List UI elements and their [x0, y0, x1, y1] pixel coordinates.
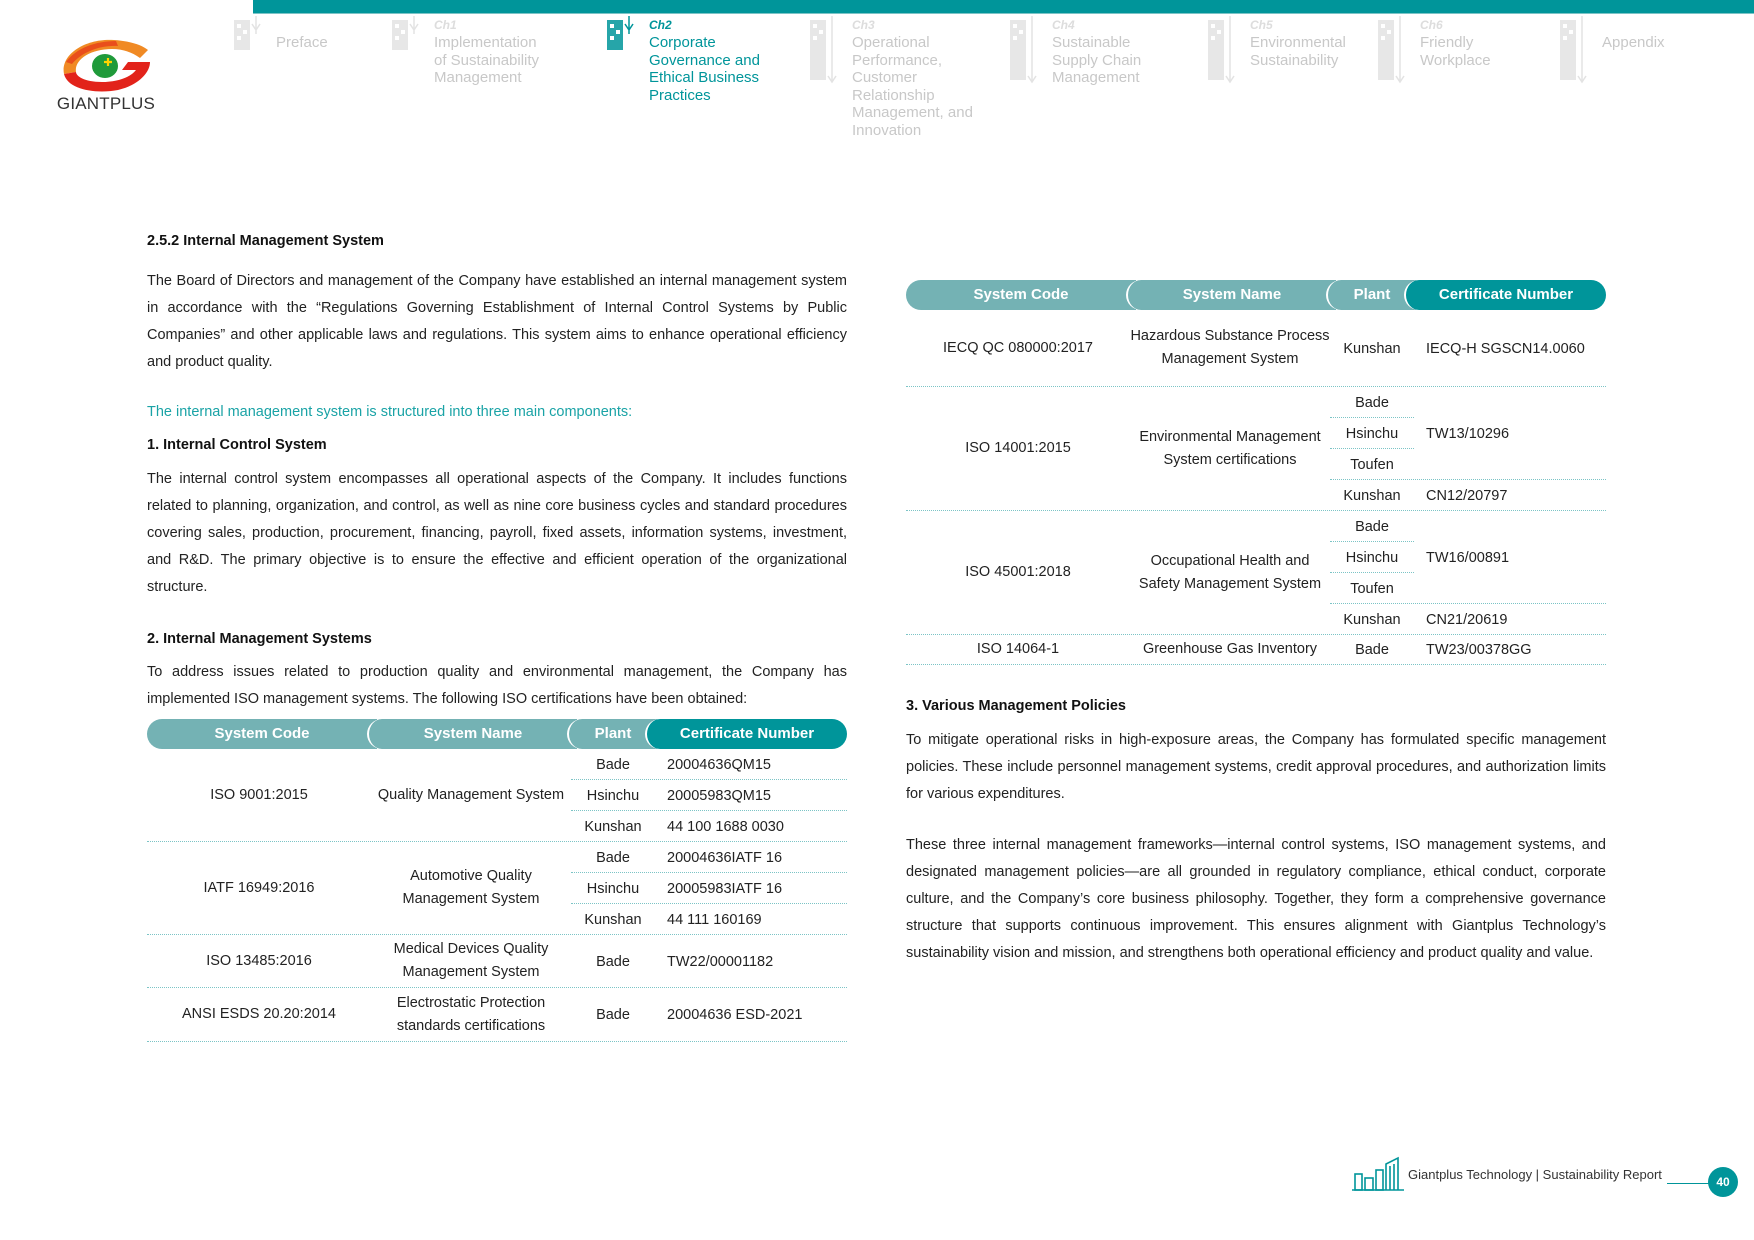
footer: [1350, 1156, 1740, 1192]
table-row-group: [906, 511, 1606, 635]
system-code-cell: ANSI ESDS 20.20:2014: [182, 1006, 336, 1022]
system-name-cell: Electrostatic Protection standards certifications: [396, 994, 546, 1034]
certificate-number-cell: 20004636IATF 16: [667, 849, 783, 866]
plant-row: [1330, 418, 1606, 449]
plant-cell: Bade: [596, 953, 630, 970]
header-system-name: System Name: [1126, 280, 1336, 310]
system-name-cell: Environmental Management System certifications: [1139, 428, 1321, 468]
certificate-number-cell: 20005983QM15: [667, 787, 771, 804]
internal-management-systems-paragraph: To address issues related to production quality and environmental management, the Company has implemented ISO management systems. The following ISO certifications have been obtained:: [147, 664, 847, 707]
system-name-cell: Medical Devices Quality Management System: [393, 941, 549, 980]
plant-row: [1330, 542, 1606, 573]
certificate-number-cell: TW23/00378GG: [1426, 642, 1532, 658]
plant-row: [571, 904, 847, 935]
table-row-group: [147, 988, 847, 1042]
top-accent-bar: [253, 0, 1754, 14]
section-title: [147, 233, 847, 249]
plant-cell: Toufen: [1350, 456, 1394, 473]
plant-cell: Bade: [596, 1007, 630, 1023]
building-chapter-icon: [1556, 16, 1616, 96]
chapter-nav: [0, 14, 1754, 144]
plant-row: [571, 842, 847, 873]
table-row-group: [147, 749, 847, 842]
nav-label: Friendly Workplace: [1420, 34, 1491, 69]
system-name-cell: Quality Management System: [377, 786, 565, 803]
plant-row: [1330, 511, 1606, 542]
plant-row: [1330, 449, 1606, 480]
nav-item-appendix[interactable]: [1596, 14, 1754, 144]
plant-row: [1330, 480, 1606, 511]
plant-row: [1330, 635, 1606, 665]
plant-row: [571, 988, 847, 1042]
certificate-number-cell: TW16/00891: [1426, 549, 1510, 566]
nav-chapter-number: Ch5: [1250, 18, 1273, 32]
table-body: [906, 310, 1606, 665]
plant-cell: Hsinchu: [1345, 549, 1399, 566]
internal-control-paragraph: The internal control system encompasses all operational aspects of the Company. It includes functions related to planning, organization, and control, as well as nine core business cycles and standard procedures covering sales, production, procurement, financing, payroll, fixed assets, information systems, investment, and R&D. The primary objective is to ensure the effective and efficient operation of the organizational structure.: [147, 471, 847, 595]
summary-paragraph: These three internal management frameworks—internal control systems, ISO management systems, and designated management policies—are all grounded in regulatory compliance, ethical conduct, corporate culture, and the Company’s core business philosophy. Together, they form a comprehensive governance structure that supports continuous improvement. This ensures alignment with Giantplus Technology’s sustainability vision and mission, and strengthens both operational efficiency and product quality and value.: [906, 837, 1606, 961]
certificate-number-cell: 20005983IATF 16: [667, 880, 783, 897]
table-header: [147, 719, 847, 749]
p4-block: [906, 832, 1606, 967]
table-row-group: [906, 310, 1606, 387]
plant-cell: Bade: [596, 756, 630, 773]
p3-block: [906, 727, 1606, 808]
system-code-cell: ISO 14064-1: [976, 641, 1060, 657]
intro-paragraph: The Board of Directors and management of the Company have established an internal management system in accordance with the “Regulations Governing Establishment of Internal Control Systems by Public Companies” and other applicable laws and regulations. This system aims to enhance operational efficiency and product quality.: [147, 273, 847, 370]
plant-row: [1330, 573, 1606, 604]
table-row-group: [906, 635, 1606, 665]
nav-item-implementation[interactable]: [428, 14, 588, 144]
nav-chapter-number: Ch2: [649, 18, 672, 32]
nav-chapter-number: Ch6: [1420, 18, 1443, 32]
certificate-number-cell: TW13/10296: [1426, 425, 1510, 442]
footer-divider: [1667, 1183, 1709, 1184]
management-policies-paragraph: To mitigate operational risks in high-exposure areas, the Company has formulated specific management policies. These include personnel management systems, credit approval procedures, and authorization limits for various expenditures.: [906, 732, 1606, 802]
page-number: 40: [1708, 1167, 1738, 1197]
certificate-number-cell: CN21/20619: [1426, 611, 1508, 628]
h2-block: [147, 631, 847, 647]
plant-cell: Bade: [1355, 518, 1389, 535]
nav-label: Corporate Governance and Ethical Business Practices: [649, 34, 760, 104]
table-header: [906, 280, 1606, 310]
management-policies-heading: 3. Various Management Policies: [906, 698, 1126, 714]
header-system-name: System Name: [367, 719, 577, 749]
header-certificate-number: Certificate Number: [645, 719, 847, 749]
plant-cell: Kunshan: [1343, 611, 1401, 628]
table-row-group: [906, 387, 1606, 511]
plant-cell: Hsinchu: [1345, 425, 1399, 442]
table-row-group: [147, 842, 847, 935]
nav-chapter-number: Ch4: [1052, 18, 1075, 32]
header-plant: Plant: [567, 719, 657, 749]
building-chapter-icon: [230, 16, 290, 96]
nav-label: Sustainable Supply Chain Management: [1052, 34, 1142, 86]
plant-cell: Bade: [596, 849, 630, 866]
plant-row: [1330, 387, 1606, 418]
certificate-number-cell: 44 100 1688 0030: [667, 818, 784, 835]
header-system-code: System Code: [906, 280, 1136, 310]
system-name-cell: Greenhouse Gas Inventory: [1142, 641, 1318, 657]
system-name-cell: Hazardous Substance Process Management System: [1130, 328, 1330, 367]
components-lead-block: [147, 404, 847, 420]
header-plant: Plant: [1326, 280, 1416, 310]
certificate-number-cell: CN12/20797: [1426, 487, 1508, 504]
plant-cell: Hsinchu: [586, 787, 640, 804]
nav-label: Operational Performance, Customer Relationship Management, and Innovation: [852, 34, 973, 139]
nav-item-operational[interactable]: [846, 14, 1006, 144]
iso-certifications-table-right: [906, 280, 1606, 665]
section-heading: 2.5.2 Internal Management System: [147, 233, 384, 249]
plant-cell: Kunshan: [584, 911, 642, 928]
nav-chapter-number: Ch1: [434, 18, 457, 32]
nav-item-sustainable[interactable]: [1046, 14, 1206, 144]
nav-label: Preface: [276, 34, 328, 51]
system-code-cell: ISO 13485:2016: [206, 952, 312, 969]
header-system-code: System Code: [147, 719, 377, 749]
intro-paragraph-block: [147, 268, 847, 376]
plant-row: [571, 749, 847, 780]
system-name-cell: Automotive Quality Management System: [402, 868, 540, 907]
header-certificate-number: Certificate Number: [1404, 280, 1606, 310]
nav-item-corporate[interactable]: [643, 14, 803, 144]
plant-cell: Hsinchu: [586, 880, 640, 897]
plant-row: [571, 873, 847, 904]
p2-block: [147, 659, 847, 713]
iso-certifications-table-left: [147, 719, 847, 1042]
plant-cell: Kunshan: [584, 818, 642, 835]
logo-text: GIANTPLUS: [56, 94, 156, 113]
footer-report-title: Giantplus Technology | Sustainability Report: [1408, 1167, 1662, 1182]
plant-row: [1330, 604, 1606, 635]
nav-label: Implementation of Sustainability Management: [434, 34, 540, 86]
nav-chapter-number: Ch3: [852, 18, 875, 32]
certificate-number-cell: 20004636 ESD-2021: [667, 1007, 803, 1023]
table-body: [147, 749, 847, 1042]
nav-label: Appendix: [1602, 34, 1665, 51]
system-code-cell: ISO 9001:2015: [210, 786, 308, 803]
system-code-cell: IECQ QC 080000:2017: [943, 339, 1093, 356]
certificate-number-cell: TW22/00001182: [667, 953, 774, 970]
plant-row: [1330, 310, 1606, 387]
h3-block: [906, 698, 1606, 714]
system-code-cell: ISO 14001:2015: [965, 440, 1071, 456]
city-skyline-icon: [1350, 1156, 1406, 1192]
table-row-group: [147, 935, 847, 988]
plant-cell: Bade: [1355, 394, 1389, 411]
p1-block: [147, 466, 847, 601]
system-code-cell: IATF 16949:2016: [203, 879, 315, 896]
components-lead: The internal management system is structured into three main components:: [147, 404, 633, 420]
system-name-cell: Occupational Health and Safety Management System: [1138, 552, 1322, 592]
plant-cell: Kunshan: [1343, 487, 1401, 504]
plant-row: [571, 811, 847, 842]
certificate-number-cell: 44 111 160169: [667, 911, 762, 928]
plant-row: [571, 780, 847, 811]
plant-cell: Toufen: [1350, 580, 1394, 597]
nav-item-friendly[interactable]: [1414, 14, 1574, 144]
certificate-number-cell: 20004636QM15: [667, 756, 771, 773]
internal-management-systems-heading: 2. Internal Management Systems: [147, 631, 372, 647]
plant-row: [571, 935, 847, 988]
internal-control-heading: 1. Internal Control System: [147, 437, 327, 453]
h1-block: [147, 437, 847, 453]
system-code-cell: ISO 45001:2018: [965, 564, 1071, 580]
nav-label: Environmental Sustainability: [1250, 34, 1346, 69]
plant-cell: Bade: [1355, 642, 1389, 658]
plant-cell: Kunshan: [1343, 340, 1401, 357]
certificate-number-cell: IECQ-H SGSCN14.0060: [1426, 340, 1585, 357]
